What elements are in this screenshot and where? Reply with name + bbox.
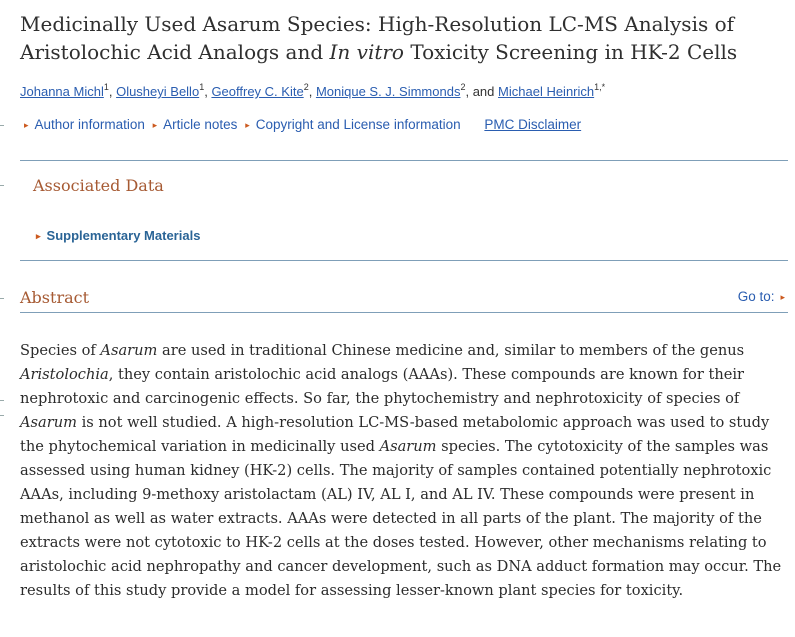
- author-link[interactable]: Geoffrey C. Kite: [211, 84, 304, 99]
- expand-arrow-icon: ▸: [36, 231, 41, 241]
- pmc-disclaimer-link[interactable]: PMC Disclaimer: [484, 117, 582, 132]
- divider: [20, 160, 788, 161]
- author-information-link[interactable]: Author information: [34, 117, 145, 132]
- author-link[interactable]: Monique S. J. Simmonds: [315, 84, 461, 99]
- goto-label: Go to:: [737, 289, 775, 304]
- supplementary-materials-toggle[interactable]: [36, 228, 200, 243]
- abstract-text: Species of Asarum are used in traditional Chinese medicine and, similar to members of the genus Aristolochia, they contain aristolochic acid analogs (AAAs). These compounds are known for their nephrotoxic and carcinogenic effects. So far, the phytochemistry and nephrotoxicity of species of Asarum is not well studied. A high-resolution LC-MS-based metabolomic approach was used to study the phytochemical variation in medicinally used Asarum species. The cytotoxicity of the samples was assessed using human kidney (HK-2) cells. The majority of samples contained potentially nephrotoxic AAAs, including 9-methoxy aristolactam (AL) IV, AL I, and AL IV. These compounds were present in methanol as well as water extracts. AAAs were detected in all parts of the plant. The majority of the extracts were not cytotoxic to HK-2 cells at the doses tested. However, other mechanisms relating to aristolochic acid nephropathy and cancer development, such as DNA adduct formation may occur. The results of this study provide a model for assessing lesser-known plant species for toxicity.: [20, 342, 782, 599]
- divider: [20, 312, 788, 313]
- author-link[interactable]: Michael Heinrich: [498, 84, 595, 99]
- divider: [20, 260, 788, 261]
- abstract-heading: Abstract: [20, 288, 90, 307]
- article-notes-link[interactable]: Article notes: [163, 117, 238, 132]
- author-link[interactable]: Johanna Michl: [20, 84, 104, 99]
- article-meta-links: [20, 116, 780, 134]
- left-margin-ticks: [0, 0, 6, 637]
- author-link[interactable]: Olusheyi Bello: [116, 84, 200, 99]
- expand-arrow-icon: ▸: [780, 292, 785, 302]
- expand-arrow-icon: ▸: [245, 120, 250, 130]
- goto-menu[interactable]: [738, 289, 785, 304]
- author-list: Johanna Michl$^1$, Olusheyi Bello$^1$, Geoffrey C. Kite$^2$, Monique S. J. Simmonds$^2$, and Michael Heinrich$^{1,*}$: [20, 82, 606, 99]
- copyright-link[interactable]: Copyright and License information: [255, 117, 461, 132]
- expand-arrow-icon: ▸: [24, 120, 29, 130]
- expand-arrow-icon: ▸: [152, 120, 158, 130]
- authors-and: and: [472, 84, 495, 99]
- article-title: Medicinally Used Asarum Species: High-Resolution LC-MS Analysis of Aristolochic Acid Analogs and In vitro Toxicity Screening in HK-2 Cells: [20, 12, 738, 64]
- associated-data-heading: Associated Data: [33, 176, 164, 195]
- supplementary-materials-label: Supplementary Materials: [46, 228, 201, 243]
